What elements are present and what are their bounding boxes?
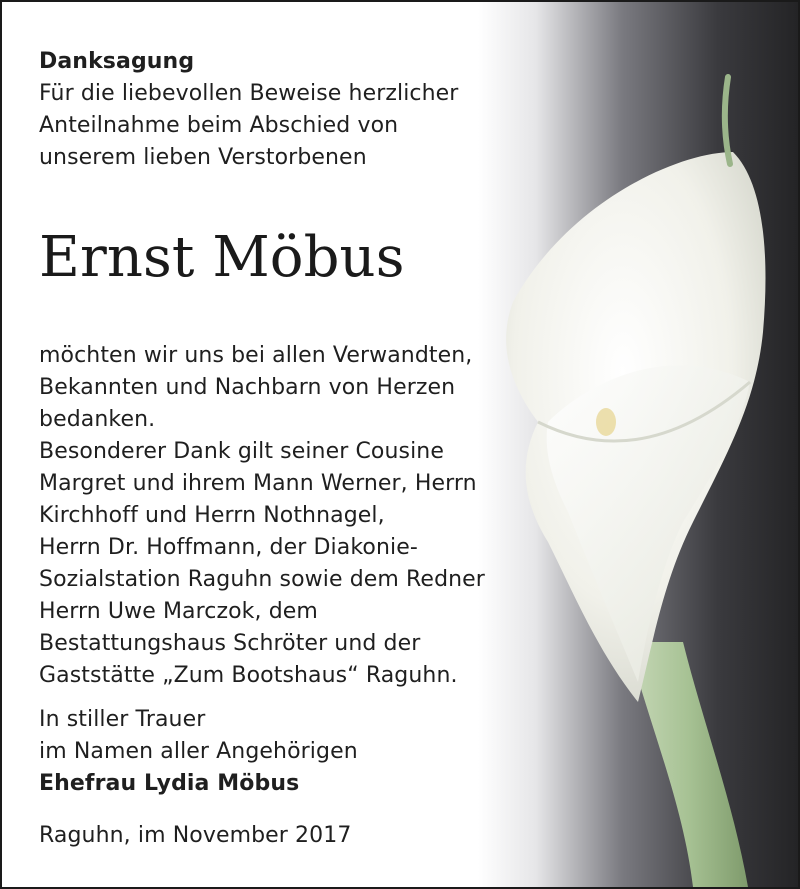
- body-line: Bestattungshaus Schröter und der: [39, 631, 421, 656]
- deceased-name: Ernst Möbus: [39, 225, 405, 290]
- body-line: Bekannten und Nachbarn von Herzen: [39, 375, 456, 400]
- body-line: Besonderer Dank gilt seiner Cousine: [39, 439, 444, 464]
- intro-line: Für die liebevollen Beweise herzlicher: [39, 81, 459, 106]
- heading: Danksagung: [39, 49, 195, 74]
- body-line: Sozialstation Raguhn sowie dem Redner: [39, 567, 485, 592]
- body-line: Herrn Uwe Marczok, dem: [39, 599, 318, 624]
- signature: Ehefrau Lydia Möbus: [39, 771, 300, 796]
- body-line: Margret und ihrem Mann Werner, Herrn: [39, 471, 477, 496]
- intro-line: unserem lieben Verstorbenen: [39, 145, 367, 170]
- body-line: Kirchhoff und Herrn Nothnagel,: [39, 503, 385, 528]
- place-date: Raguhn, im November 2017: [39, 823, 352, 848]
- intro-line: Anteilnahme beim Abschied von: [39, 113, 399, 138]
- closing-line: In stiller Trauer: [39, 707, 206, 732]
- body-line: Gaststätte „Zum Bootshaus“ Raguhn.: [39, 663, 458, 688]
- body-line: bedanken.: [39, 407, 156, 432]
- body-line: Herrn Dr. Hoffmann, der Diakonie-: [39, 535, 418, 560]
- notice-text: [39, 46, 559, 852]
- closing-line: im Namen aller Angehörigen: [39, 739, 358, 764]
- body-line: möchten wir uns bei allen Verwandten,: [39, 343, 473, 368]
